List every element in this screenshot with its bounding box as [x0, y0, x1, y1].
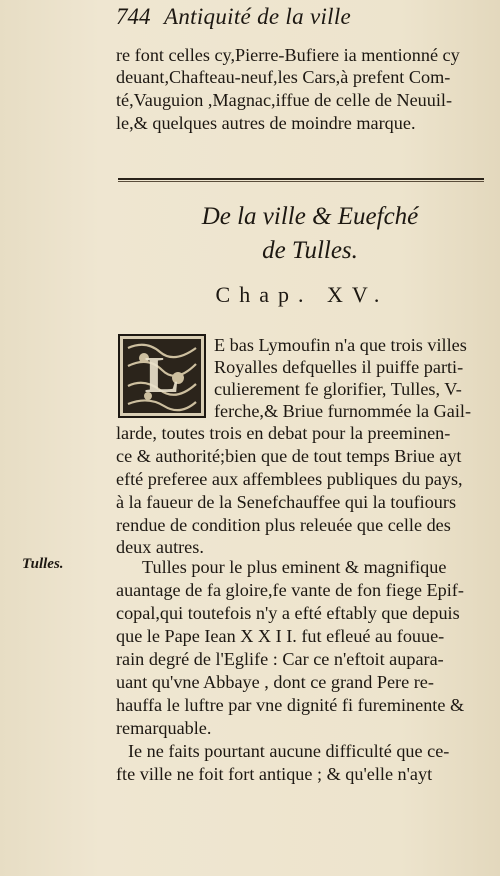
text-line: E bas Lymoufin n'a que trois villes: [214, 335, 467, 355]
ornamental-initial-icon: [118, 334, 206, 418]
text-line: à la faueur de la Senefchauffee qui la toufiours: [116, 492, 457, 512]
text-line: le,& quelques autres de moindre marque.: [116, 113, 416, 133]
text-line: larde, toutes trois en debat pour la preeminen-: [116, 423, 451, 443]
svg-text:L: L: [144, 347, 180, 404]
text-line: auantage de fa gloire,fe vante de fon fiege Epif-: [116, 580, 464, 600]
text-line: re font celles cy,Pierre-Bufiere ia mentionné cy: [116, 45, 460, 65]
text-line: rendue de condition plus releuée que celle des: [116, 515, 451, 535]
text-line: efté preferee aux affemblees publiques du pays,: [116, 469, 463, 489]
text-line: deux autres.: [116, 537, 204, 557]
text-line: remarquable.: [116, 718, 212, 738]
margin-note: Tulles.: [22, 556, 64, 572]
text-line: té,Vauguion ,Magnac,iffue de celle de Neuuil-: [116, 90, 453, 110]
section-title-line-1: De la ville & Euefché: [201, 203, 419, 230]
text-line: Tulles pour le plus eminent & magnifique: [142, 557, 447, 577]
chapter-heading: Chap. XV.: [215, 282, 389, 307]
text-line: uant qu'vne Abbaye , dont ce grand Pere re-: [116, 672, 434, 692]
text-line: que le Pape Iean X X I I. fut efleué au fouue-: [116, 626, 445, 646]
page-number: 744: [116, 4, 151, 29]
text-line: Royalles defquelles il puiffe parti-: [214, 357, 464, 377]
text-line: Ie ne faits pourtant aucune difficulté que ce-: [128, 741, 450, 761]
text-line: deuant,Chafteau-neuf,les Cars,à prefent Com-: [116, 67, 451, 87]
section-title-line-2: de Tulles.: [262, 237, 358, 264]
text-line: hauffa le luftre par vne dignité fi fureminente &: [116, 695, 465, 715]
text-line: culierement fe glorifier, Tulles, V-: [214, 379, 462, 399]
text-line: ce & authorité;bien que de tout temps Briue ayt: [116, 446, 462, 466]
text-line: rain degré de l'Eglife : Car ce n'eftoit aupara-: [116, 649, 444, 669]
ornamental-rule: [118, 178, 484, 182]
page-header: [116, 4, 486, 38]
text-line: fte ville ne foit fort antique ; & qu'elle n'ayt: [116, 764, 433, 784]
text-line: ferche,& Briue furnommée la Gail-: [214, 401, 472, 421]
running-title: Antiquité de la ville: [164, 4, 352, 29]
section-title: [150, 200, 470, 268]
text-line: copal,qui toutefois n'y a efté eftably que depuis: [116, 603, 460, 623]
